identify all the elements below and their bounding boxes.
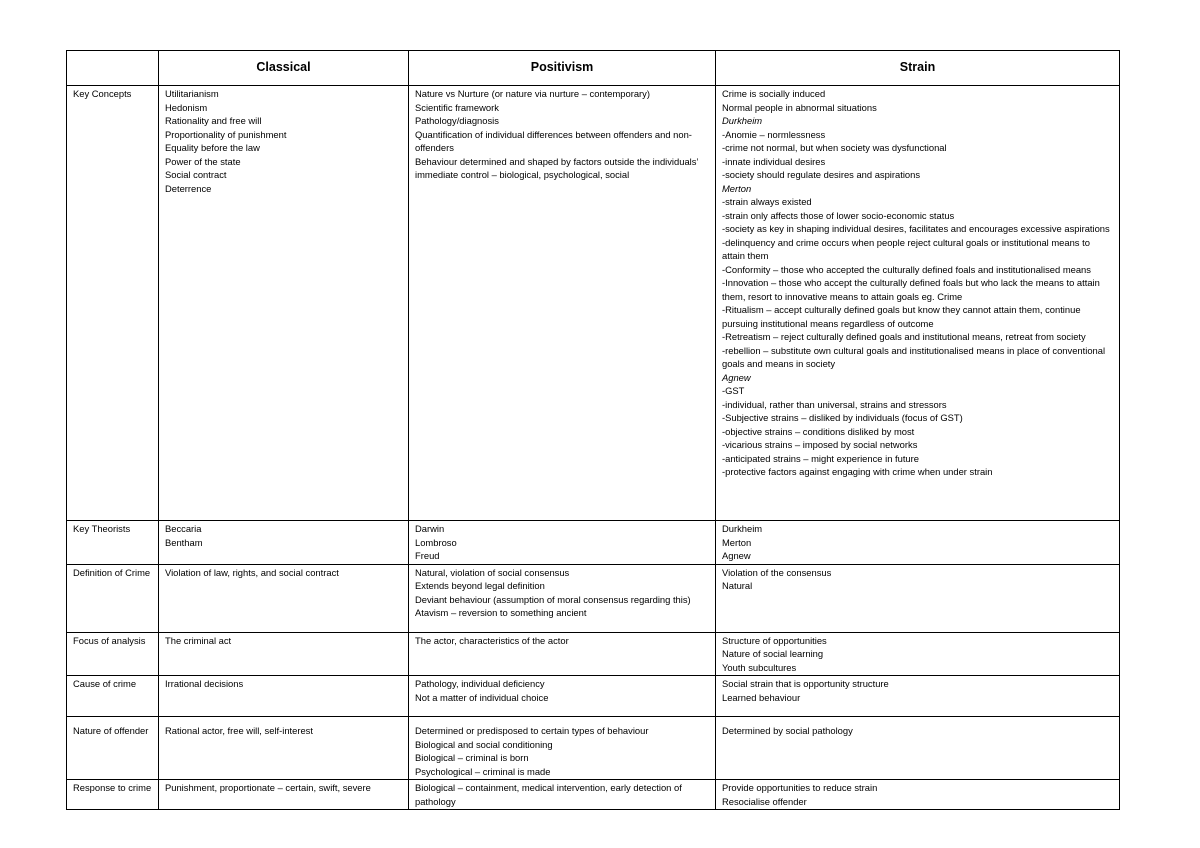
cell-line: -Innovation – those who accept the culturally defined foals but who lack the means to attain them, resort to innovative means to attain goals eg. Crime — [722, 277, 1100, 302]
table-row — [67, 86, 1120, 521]
row-label: Nature of offender — [67, 717, 159, 780]
cell-line: Natural, violation of social consensus — [415, 566, 570, 578]
theorist-subheading: Agnew — [722, 371, 751, 383]
classical-cell — [159, 86, 409, 521]
strain-cell — [716, 521, 1120, 565]
cell-line: Utilitarianism — [165, 88, 219, 99]
header-classical: Classical — [159, 51, 409, 86]
cell-line: -strain always existed — [722, 196, 812, 207]
classical-cell — [159, 676, 409, 717]
strain-cell — [716, 632, 1120, 676]
cell-line: Violation of the consensus — [722, 566, 832, 578]
strain-cell — [716, 86, 1120, 521]
cell-line: Nature vs Nurture (or nature via nurture – contemporary) — [415, 88, 650, 99]
table-row — [67, 780, 1120, 810]
header-empty — [67, 51, 159, 86]
row-label: Key Theorists — [67, 521, 159, 565]
strain-cell — [716, 676, 1120, 717]
cell-line: -protective factors against engaging with crime when under strain — [722, 466, 993, 477]
cell-line: -individual, rather than universal, strains and stressors — [722, 398, 947, 410]
header-strain: Strain — [716, 51, 1120, 86]
cell-line: Rational actor, free will, self-interest — [165, 725, 313, 736]
cell-line: Merton — [722, 536, 752, 548]
cell-line: Power of the state — [165, 155, 241, 167]
cell-line: The actor, characteristics of the actor — [415, 634, 569, 646]
row-label: Key Concepts — [67, 86, 159, 521]
cell-line: Hedonism — [165, 101, 208, 113]
cell-line: -Subjective strains – disliked by individuals (focus of GST) — [722, 412, 963, 423]
cell-line: Social contract — [165, 169, 227, 180]
cell-line: Violation of law, rights, and social contract — [165, 566, 339, 578]
cell-line: -anticipated strains – might experience in future — [722, 452, 919, 464]
cell-line: Determined by social pathology — [722, 725, 853, 736]
strain-cell — [716, 780, 1120, 810]
cell-line: Proportionality of punishment — [165, 128, 287, 140]
table-row — [67, 676, 1120, 717]
table-row — [67, 717, 1120, 780]
cell-line: Deviant behaviour (assumption of moral consensus regarding this) — [415, 593, 691, 605]
cell-line: Irrational decisions — [165, 678, 244, 689]
table-row — [67, 521, 1120, 565]
cell-line: Deterrence — [165, 182, 212, 194]
cell-line: Psychological – criminal is made — [415, 765, 551, 777]
cell-line: -crime not normal, but when society was dysfunctional — [722, 142, 947, 153]
cell-line: Biological – containment, medical intervention, early detection of pathology — [415, 782, 682, 807]
cell-line: -Conformity – those who accepted the culturally defined foals and institutionalised means — [722, 263, 1091, 275]
classical-cell — [159, 521, 409, 565]
cell-line: Provide opportunities to reduce strain — [722, 782, 878, 793]
cell-line: Natural — [722, 580, 753, 591]
row-label: Focus of analysis — [67, 632, 159, 676]
cell-line: Rationality and free will — [165, 115, 262, 126]
cell-line: -vicarious strains – imposed by social networks — [722, 439, 918, 450]
table-row — [67, 564, 1120, 632]
cell-line: Extends beyond legal definition — [415, 580, 545, 591]
cell-line: Youth subcultures — [722, 661, 797, 673]
cell-line: Behaviour determined and shaped by factors outside the individuals’ immediate control – biological, psychological, social — [415, 155, 699, 180]
classical-cell — [159, 564, 409, 632]
cell-line: Crime is socially induced — [722, 88, 826, 99]
cell-line: Lombroso — [415, 536, 457, 548]
cell-line: Durkheim — [722, 523, 763, 534]
cell-line: -Ritualism – accept culturally defined goals but know they cannot attain them, continue pursuing institutional means regardless of outcome — [722, 304, 1081, 329]
cell-line: Beccaria — [165, 523, 202, 534]
cell-line: -Anomie – normlessness — [722, 128, 826, 140]
header-row — [67, 51, 1120, 86]
cell-line: Darwin — [415, 523, 445, 534]
positivism-cell — [409, 86, 716, 521]
cell-line: Not a matter of individual choice — [415, 691, 549, 703]
cell-line: Biological – criminal is born — [415, 752, 529, 763]
cell-line: -innate individual desires — [722, 155, 826, 167]
positivism-cell — [409, 717, 716, 780]
theorist-subheading: Durkheim — [722, 115, 763, 126]
cell-line: -rebellion – substitute own cultural goals and institutionalised means in place of conventional goals and means in society — [722, 344, 1106, 369]
cell-line: Structure of opportunities — [722, 634, 827, 646]
positivism-cell — [409, 564, 716, 632]
table-row — [67, 632, 1120, 676]
cell-line: Equality before the law — [165, 142, 260, 153]
comparison-table — [66, 50, 1120, 810]
row-label: Definition of Crime — [67, 564, 159, 632]
cell-line: -strain only affects those of lower socio-economic status — [722, 209, 955, 221]
cell-line: Resocialise offender — [722, 795, 807, 807]
cell-line: Bentham — [165, 536, 203, 548]
cell-line: Quantification of individual differences between offenders and non-offenders — [415, 128, 692, 153]
cell-line: Normal people in abnormal situations — [722, 101, 877, 113]
row-label: Response to crime — [67, 780, 159, 810]
classical-cell — [159, 780, 409, 810]
cell-line: -GST — [722, 385, 745, 396]
row-label: Cause of crime — [67, 676, 159, 717]
cell-line: The criminal act — [165, 634, 232, 646]
cell-line: Determined or predisposed to certain types of behaviour — [415, 725, 649, 736]
cell-line: Learned behaviour — [722, 691, 801, 703]
positivism-cell — [409, 632, 716, 676]
strain-cell — [716, 717, 1120, 780]
cell-line: Biological and social conditioning — [415, 738, 553, 750]
cell-line: Agnew — [722, 550, 751, 561]
cell-line: Pathology/diagnosis — [415, 115, 499, 126]
positivism-cell — [409, 521, 716, 565]
cell-line: Freud — [415, 550, 440, 561]
cell-line: Nature of social learning — [722, 648, 824, 659]
classical-cell — [159, 632, 409, 676]
positivism-cell — [409, 780, 716, 810]
cell-line: Atavism – reversion to something ancient — [415, 607, 587, 618]
cell-line: Pathology, individual deficiency — [415, 678, 545, 689]
classical-cell — [159, 717, 409, 780]
theorist-subheading: Merton — [722, 182, 752, 194]
cell-line: -objective strains – conditions disliked by most — [722, 425, 915, 437]
header-positivism: Positivism — [409, 51, 716, 86]
cell-line: -Retreatism – reject culturally defined goals and institutional means, retreat from society — [722, 331, 1086, 342]
cell-line: Social strain that is opportunity structure — [722, 678, 889, 689]
cell-line: -society as key in shaping individual desires, facilitates and encourages excessive aspirations — [722, 223, 1110, 234]
cell-line: Scientific framework — [415, 101, 499, 113]
cell-line: -delinquency and crime occurs when people reject cultural goals or institutional means to attain them — [722, 236, 1090, 261]
cell-line: -society should regulate desires and aspirations — [722, 169, 921, 180]
cell-line: Punishment, proportionate – certain, swift, severe — [165, 782, 371, 793]
positivism-cell — [409, 676, 716, 717]
strain-cell — [716, 564, 1120, 632]
